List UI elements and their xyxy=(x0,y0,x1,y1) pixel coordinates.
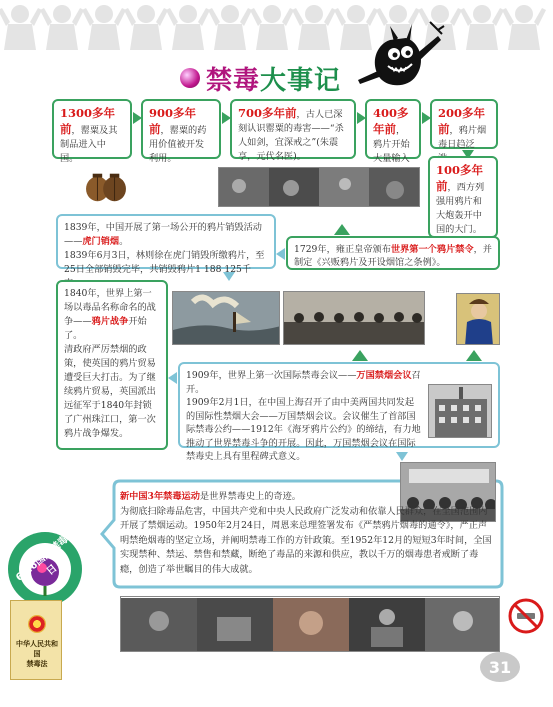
title-part-a: 禁毒 xyxy=(206,65,261,96)
no-drug-sign-icon xyxy=(508,598,544,634)
timeline-box-900: 900多年前，罂粟的药用价值被开发利用。 xyxy=(141,99,221,159)
page-number: 31 xyxy=(488,658,512,677)
humen-opium-destruction-box: 1839年，中国开展了第一场公开的鸦片销毁活动——虎门销烟。 1839年6月3日，林则徐在虎门销毁所缴鸦片，至25日全部销毁完毕，共销毁鸦片1 188 125千 xyxy=(56,214,276,269)
timeline-box-200: 200多年前，鸦片烟毒日趋泛 xyxy=(430,99,498,149)
page-title xyxy=(180,60,341,96)
timeline-box-700: 700多年前，古人已深刻认识罂粟的毒害——“杀人如剑，宜深戒之”(朱震亨，元代名医)。 xyxy=(230,99,356,159)
arrow-down xyxy=(223,272,235,281)
timeline-box-1300: 1300多年前，罂粟及其制品进入中国。 xyxy=(52,99,132,159)
law-book-line1: 中华人民共和国 xyxy=(16,640,58,658)
title-part-b: 大事记 xyxy=(260,65,342,96)
poppy-icon xyxy=(82,168,130,206)
law-book-line2: 禁毒法 xyxy=(26,660,48,668)
arrow-up xyxy=(466,350,482,361)
title-bullet-icon xyxy=(180,68,200,88)
monster-icon xyxy=(350,20,445,95)
yongzheng-ban-box: 1729年，雍正皇帝颁布世界第一个鸦片禁令，并制定《兴贩鸦片及开设烟馆之条例》。 xyxy=(286,236,500,270)
emperor-portrait xyxy=(456,293,500,345)
page-number-badge xyxy=(478,650,522,684)
arrow-up xyxy=(352,350,368,361)
children-silhouette-banner xyxy=(0,0,553,58)
national-emblem-icon xyxy=(28,615,46,633)
international-opium-conference-box: 1909年，世界上第一次国际禁毒会议——万国禁烟会议召开。 1909年2月1日，在中国上海召开了由中美两国共同发起的国际性禁烟大会——万国禁烟会议。会议催生了首部国际禁毒公约——1912年《海牙鸦片公约》的缔结，有力地推动了世界禁毒斗争的开展。因此，万国禁烟会议在国际禁毒史上具有里程碑式意义。 xyxy=(178,362,500,448)
timeline-box-400: 400多年前，鸦片开始大量输入 xyxy=(365,99,421,159)
conference-group-photo xyxy=(283,291,425,345)
historical-photo-strip xyxy=(218,167,420,207)
new-china-campaign-text: 新中国3年禁毒运动是世界禁毒史上的奇迹。 为彻底扫除毒品危害，中国共产党和中央人民政府广泛发动和依靠人民群众，在全国范围内开展了禁烟运动。1950年2月24日，周恩来总理签署发布《严禁鸦片烟毒的通令》，严正声明禁绝烟毒的坚定立场，并阐明禁毒工作的方针政策。至1952年12月的短短3年时间，全国实现禁种、禁运、禁售和禁藏，断绝了毒品的来源和供应，教以千万的烟毒患者戒断了毒瘾，创造了举世瞩目的伟大成就。 xyxy=(120,491,492,575)
opium-war-painting xyxy=(172,291,280,345)
timeline-box-100: 100多年前，西方列强用鸦片和大炮轰开中国的大门。 xyxy=(428,156,498,238)
arrow-down xyxy=(396,452,408,461)
arrow-up xyxy=(334,224,350,235)
anti-drug-law-book xyxy=(10,600,62,680)
arrow-left xyxy=(168,372,177,384)
conference-building-photo xyxy=(428,384,492,438)
opium-war-box: 1840年，世界上第一场以毒品名称命名的战争——鸦片战争开始了。 清政府严厉禁烟的政策，使英国的鸦片贸易遭受巨大打击。为了继续鸦片贸易，英国派出远征军于1840年封锁了广州珠江口，第一次鸦片战争爆发。 xyxy=(56,280,168,450)
arrow-left xyxy=(276,248,285,260)
bottom-photo-strip xyxy=(120,596,500,652)
badge-label: 6.26国际禁毒日 xyxy=(14,533,71,584)
